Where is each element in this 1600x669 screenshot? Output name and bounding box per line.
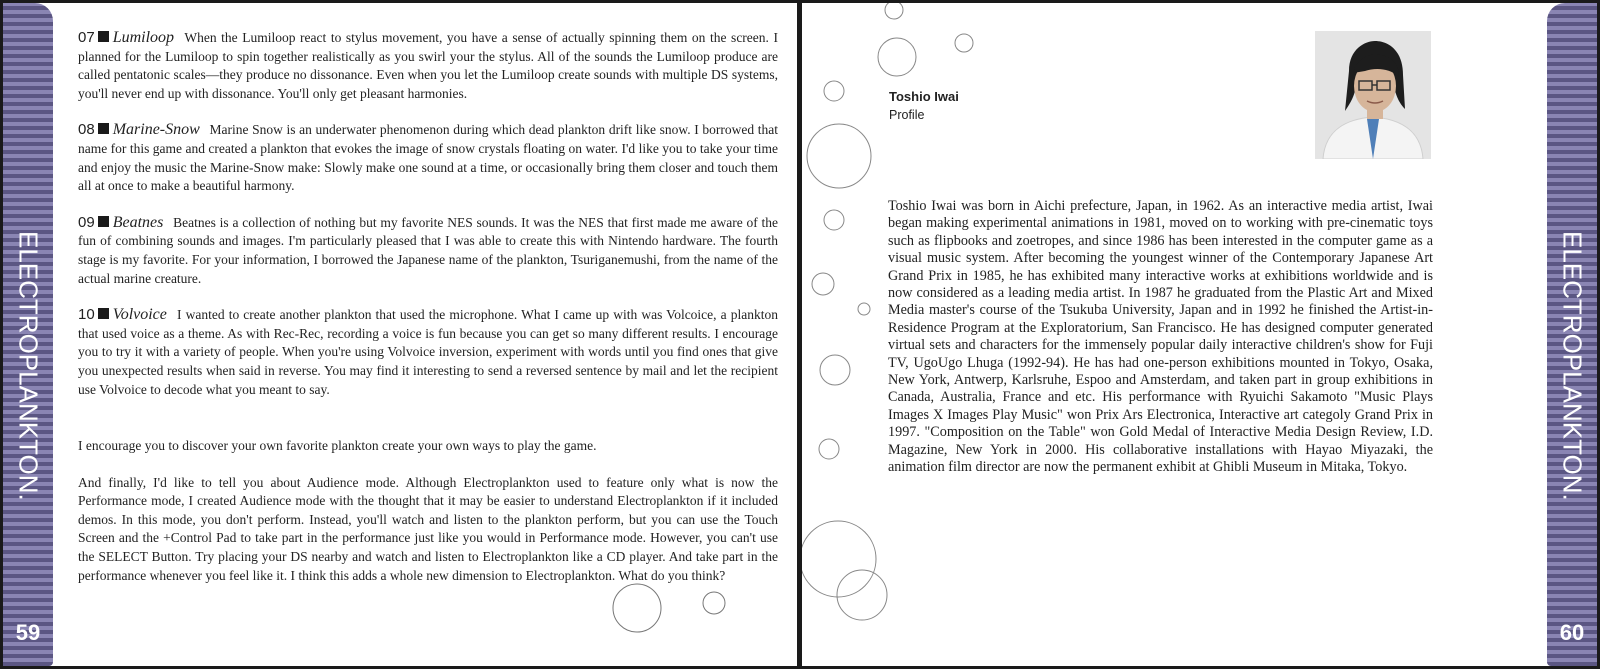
entry-number: 07 <box>78 29 95 46</box>
page-number-left: 59 <box>15 620 41 645</box>
entry-text: Beatnes is a collection of nothing but my favorite NES sounds. It was the NES that first made me aware of the fun of combining sounds and images. I'm particularly pleased that I was able to create this with Nintendo hardware. The fourth stage is my favorite. For your information, I borrowed the Japanese name of the plankton, Tsuriganemushi, from the name of the actual marine creature. <box>78 214 779 286</box>
bubble-icon <box>807 124 871 188</box>
entry-name: Beatnes <box>112 213 164 231</box>
left-page <box>3 3 797 666</box>
profile-label: Profile <box>889 108 925 122</box>
bubble-icon <box>812 273 834 295</box>
right-page <box>802 3 1597 666</box>
bubble-icon <box>824 81 844 101</box>
bubble-icon <box>703 592 725 614</box>
entry-name: Lumiloop <box>112 29 175 46</box>
bubble-icon <box>858 303 870 315</box>
entry-number: 08 <box>78 121 95 139</box>
portrait-image <box>1315 31 1431 159</box>
page-number-right: 60 <box>1559 620 1585 645</box>
entry-text: I wanted to create another plankton that used the microphone. What I came up with was Volcoice, a plankton that used voice as a theme. As with Rec-Rec, recording a voice is fun because you can get so many different results. I encourage you to try it with a variety of people. When you're using Volvoice inversion, experiment with words until you find ones that give you unexpected results when said in reverse. You may find it interesting to send a reversed sentence by mail and let the recipient use Volvoice to decode what you meant to say. <box>78 307 778 397</box>
entry-name: Volvoice <box>112 306 167 324</box>
strip-title-right: ELECTROPLANKTON. <box>1557 231 1588 501</box>
entry-name: Marine-Snow <box>112 121 200 139</box>
entry-number: 09 <box>78 213 95 231</box>
bubble-icon <box>837 570 887 620</box>
strip-title-left: ELECTROPLANKTON. <box>13 231 44 501</box>
discover-paragraph: I encourage you to discover your own favorite plankton create your own ways to play the game. <box>78 438 597 454</box>
bubble-icon <box>824 210 844 230</box>
profile-name: Toshio Iwai <box>889 89 959 104</box>
portrait-photo <box>1315 31 1431 159</box>
entry-number: 10 <box>78 306 95 324</box>
entry-text: Marine Snow is an underwater phenomenon during which dead plankton drift like snow. I borrowed that name for this game and created a plankton that evokes the image of snow crystals floating on water. I'd like you to take your time and enjoy the music the Marine-Snow make: Slowly make one sound at a time, or occasionally bring them closer and touch them all at once to make a beautiful harmony. <box>78 122 778 194</box>
bubble-icon <box>955 34 973 52</box>
bubble-icon <box>820 355 850 385</box>
audience-paragraph: And finally, I'd like to tell you about Audience mode. Although Electroplankton used to feature only what is now the Performance mode, I created Audience mode with the thought that it may be easier to understand Electroplankton if it included demos. In this mode, you don't perform. Instead, you'll watch and listen to the plankton perform, but you can use the Touch Screen and the +Control Pad to take part in the performance just like you would in Performance mode. However, you can't use the SELECT Button. Try placing your DS nearby and watch and listen to Electroplankton like a CD player. And take part in the performance whenever you feel like it. I think this adds a whole new dimension to Electroplankton. What do you think? <box>78 474 778 583</box>
bubble-icon <box>613 584 661 632</box>
bubble-icon <box>819 439 839 459</box>
bubble-icon <box>878 38 916 76</box>
entry-text: When the Lumiloop react to stylus movement, you have a sense of actually spinning them on the screen. I planned for the Lumiloop to spin together realistically as you swirl your the stylus. All of the sounds the Lumiloop produce are called pentatonic scales—they produce no dissonance. Even when you let the Lumiloop create sounds with multiple DS systems, you'll never end up with dissonance. You'll only get pleasant harmonies. <box>78 30 778 101</box>
bubble-icon <box>885 3 903 19</box>
biography-text: Toshio Iwai was born in Aichi prefecture, Japan, in 1962. As an interactive media artist, Iwai began making experimental animations in 1981, moved on to working with pre-cinematic toys such as flipbooks and zoetropes, and since 1986 has been interested in the computer game as a visual music system. After becoming the youngest winner of the Contemporary Japanese Art Grand Prix in 1985, he has exhibited many interactive works at exhibitions worldwide and is now considered as a leading media artist. In 1987 he graduated from the Plastic Art and Mixed Media master's course of the Tsukuba University, Japan and in 1992 he finished the Artist-in-Residence Program at the Exploratorium, San Francisco. He has designed computer generated virtual sets and characters for the immensely popular daily interactive children's show for Fuji TV, UgoUgo Lhuga (1992-94). He has had one-person exhibitions mounted in Tokyo, Osaka, New York, Antwerp, Karlsruhe, Espoo and Amsterdam, and taken part in group exhibitions in Canada, Australia, France and etc. His performance with Ryuichi Sakamoto "Music Plays Images X Images Play Music" won Prix Ars Electronica, Interactive art categoly Grand Prix in 1997. "Composition on the Table" won Gold Medal of Interactive Media Design Review, I.D. Magazine, New York in 2000. His collaborative installations with Hayao Miyazaki, the animation film director are now the permanent exhibit at Ghibli Museum in Mitaka, Tokyo. <box>888 198 1433 476</box>
bubble-decoration-left <box>3 3 797 666</box>
